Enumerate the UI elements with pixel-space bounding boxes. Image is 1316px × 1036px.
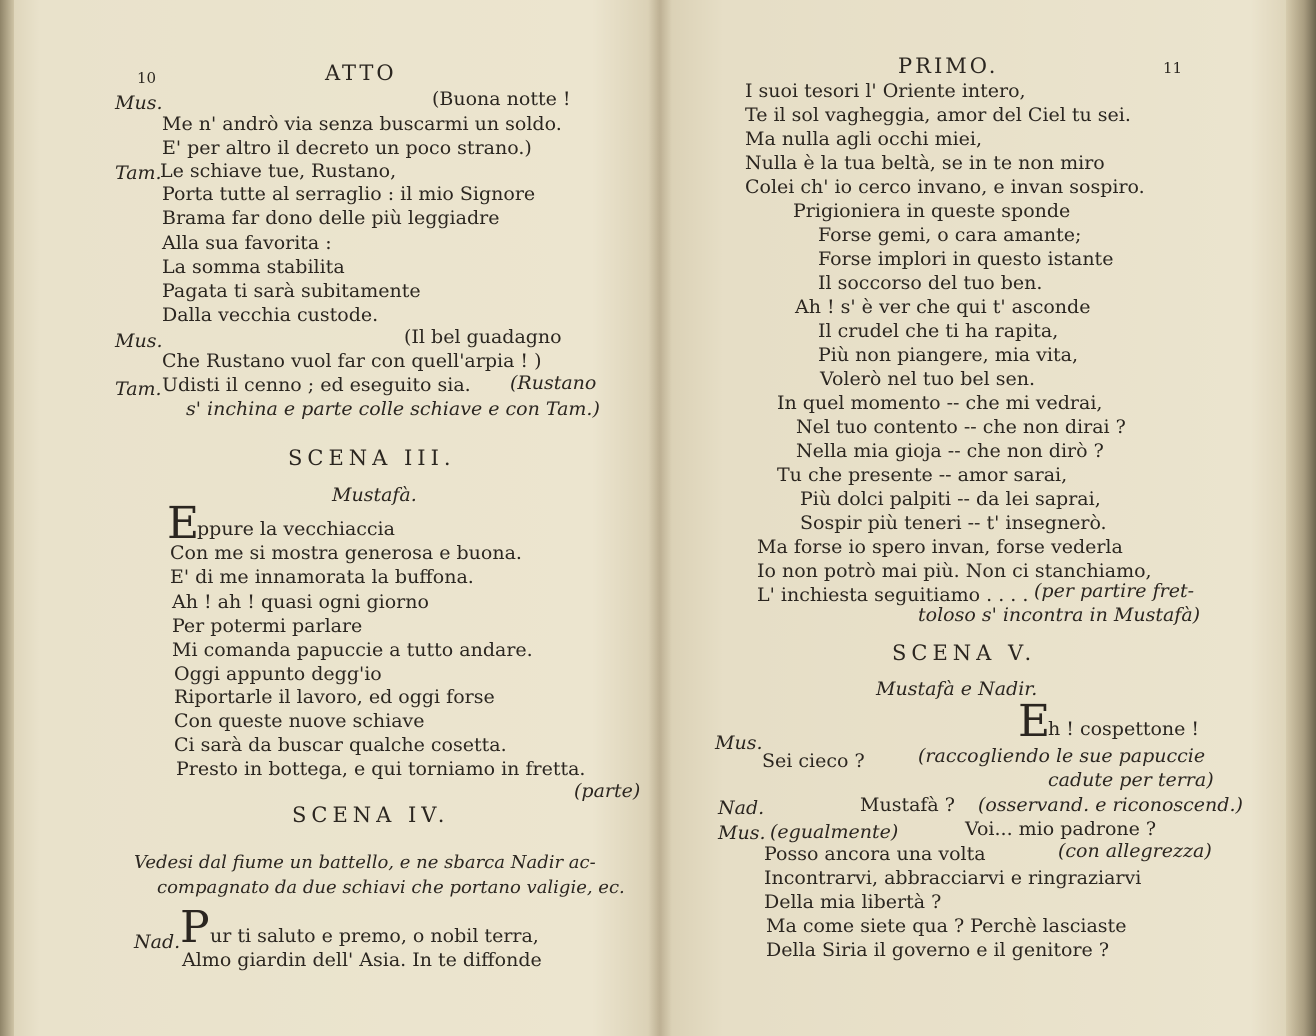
verse-line: Ah ! ah ! quasi ogni giorno [172,591,429,613]
stage-direction: (raccogliendo le sue papuccie [918,745,1206,767]
stage-direction: toloso s' incontra in Mustafà) [918,604,1201,626]
verse-line: Il crudel che ti ha rapita, [818,320,1059,342]
drop-cap: E [1018,696,1051,747]
drop-cap: P [180,902,210,953]
verse-line: Della mia libertà ? [764,891,942,913]
verse-line: (Il bel guadagno [404,326,562,348]
stage-direction: (egualmente) [770,821,899,843]
stage-direction: (parte) [574,780,641,802]
page-number: 10 [137,69,157,87]
verse-line: Ma nulla agli occhi miei, [745,128,983,150]
verse-line: Il soccorso del tuo ben. [818,272,1043,294]
verse-line: Nel tuo contento -- che non dirai ? [796,416,1126,438]
verse-line: Colei ch' io cerco invano, e invan sospiro. [745,176,1145,198]
verse-line: Forse gemi, o cara amante; [818,224,1082,246]
speaker-label: Mus. [715,732,763,754]
verse-line: E' per altro il decreto un poco strano.) [162,137,532,159]
verse-line: Alla sua favorita : [162,232,332,254]
verse-line: Sospir più teneri -- t' insegnerò. [800,512,1107,534]
speaker-label: Mus. [718,822,766,844]
verse-line: Con queste nuove schiave [174,710,425,732]
speaker-label: Nad. [718,797,765,819]
verse-line: I suoi tesori l' Oriente intero, [745,80,1026,102]
verse-line: h ! cospettone ! [1048,718,1200,740]
scene-title: SCENA V. [892,641,1037,665]
verse-line: Te il sol vagheggia, amor del Ciel tu sei. [745,104,1131,126]
verse-line: Udisti il cenno ; ed eseguito sia. [162,374,471,396]
verse-line: Sei cieco ? [762,750,865,772]
verse-line: Più dolci palpiti -- da lei saprai, [800,488,1101,510]
verse-line: Della Siria il governo e il genitore ? [766,939,1110,961]
verse-line: Prigioniera in queste sponde [793,200,1071,222]
running-head: ATTO [325,61,397,85]
verse-line: Forse implori in questo istante [818,248,1114,270]
speaker-label: Tam. [115,162,162,184]
verse-line: Io non potrò mai più. Non ci stanchiamo, [757,560,1152,582]
verse-line: In quel momento -- che mi vedrai, [777,392,1103,414]
stage-direction: (per partire fret- [1034,580,1195,602]
stage-direction: s' inchina e parte colle schiave e con Tam.) [186,398,600,420]
verse-line: Più non piangere, mia vita, [818,344,1078,366]
verse-line: Tu che presente -- amor sarai, [777,464,1068,486]
verse-line: Pagata ti sarà subitamente [162,280,421,302]
scene-title: SCENA IV. [292,803,450,827]
speaker-label: Nad. [134,931,181,953]
verse-line: Presto in bottega, e qui torniamo in fretta. [176,758,586,780]
verse-line: Almo giardin dell' Asia. In te diffonde [182,949,542,971]
stage-direction: (osservand. e riconoscend.) [978,794,1243,816]
stage-direction: (con allegrezza) [1058,840,1212,862]
verse-line: Dalla vecchia custode. [162,304,379,326]
verse-line: Riportarle il lavoro, ed oggi forse [174,686,495,708]
verse-line: E' di me innamorata la buffona. [170,566,474,588]
verse-line: Brama far dono delle più leggiadre [162,207,500,229]
verse-line: Con me si mostra generosa e buona. [170,542,522,564]
verse-line: Porta tutte al serraglio : il mio Signore [162,183,536,205]
verse-line: Volerò nel tuo bel sen. [820,368,1036,390]
verse-line: Oggi appunto degg'io [174,663,382,685]
scene-character: Mustafà. [332,484,417,506]
running-head: PRIMO. [898,54,999,78]
verse-line: ur ti saluto e premo, o nobil terra, [210,925,539,947]
stage-direction: Vedesi dal fiume un battello, e ne sbarca Nadir ac- [134,852,596,873]
verse-line: Ma forse io spero invan, forse vederla [757,536,1123,558]
verse-line: Mi comanda papuccie a tutto andare. [172,639,533,661]
verse-line: (Buona notte ! [432,88,571,110]
verse-line: La somma stabilita [162,256,345,278]
verse-line: Me n' andrò via senza buscarmi un soldo. [162,113,562,135]
verse-line: Che Rustano vuol far con quell'arpia ! ) [162,350,542,372]
stage-direction: cadute per terra) [1048,769,1214,791]
verse-line: Per potermi parlare [172,615,363,637]
scene-character: Mustafà e Nadir. [876,678,1038,700]
verse-line: Incontrarvi, abbracciarvi e ringraziarvi [764,867,1142,889]
verse-line: Posso ancora una volta [764,843,986,865]
stage-direction: compagnato da due schiavi che portano valigie, ec. [157,877,625,898]
page-number: 11 [1163,59,1183,77]
verse-line: Mustafà ? [860,794,955,816]
drop-cap: E [167,498,200,549]
verse-line: Le schiave tue, Rustano, [160,160,397,182]
verse-line: Voi... mio padrone ? [965,818,1157,840]
verse-line: Ah ! s' è ver che qui t' asconde [795,296,1091,318]
verse-line: L' inchiesta seguitiamo . . . . [757,584,1029,606]
verse-line: ppure la vecchiaccia [197,518,395,540]
speaker-label: Tam. [115,378,162,400]
right-page [660,0,1316,1036]
speaker-label: Mus. [115,330,163,352]
verse-line: Ma come siete qua ? Perchè lasciaste [766,915,1127,937]
speaker-label: Mus. [115,92,163,114]
verse-line: Nella mia gioja -- che non dirò ? [796,440,1104,462]
scene-title: SCENA III. [288,446,456,470]
verse-line: Ci sarà da buscar qualche cosetta. [174,734,507,756]
verse-line: Nulla è la tua beltà, se in te non miro [745,152,1105,174]
stage-direction: (Rustano [510,372,597,394]
